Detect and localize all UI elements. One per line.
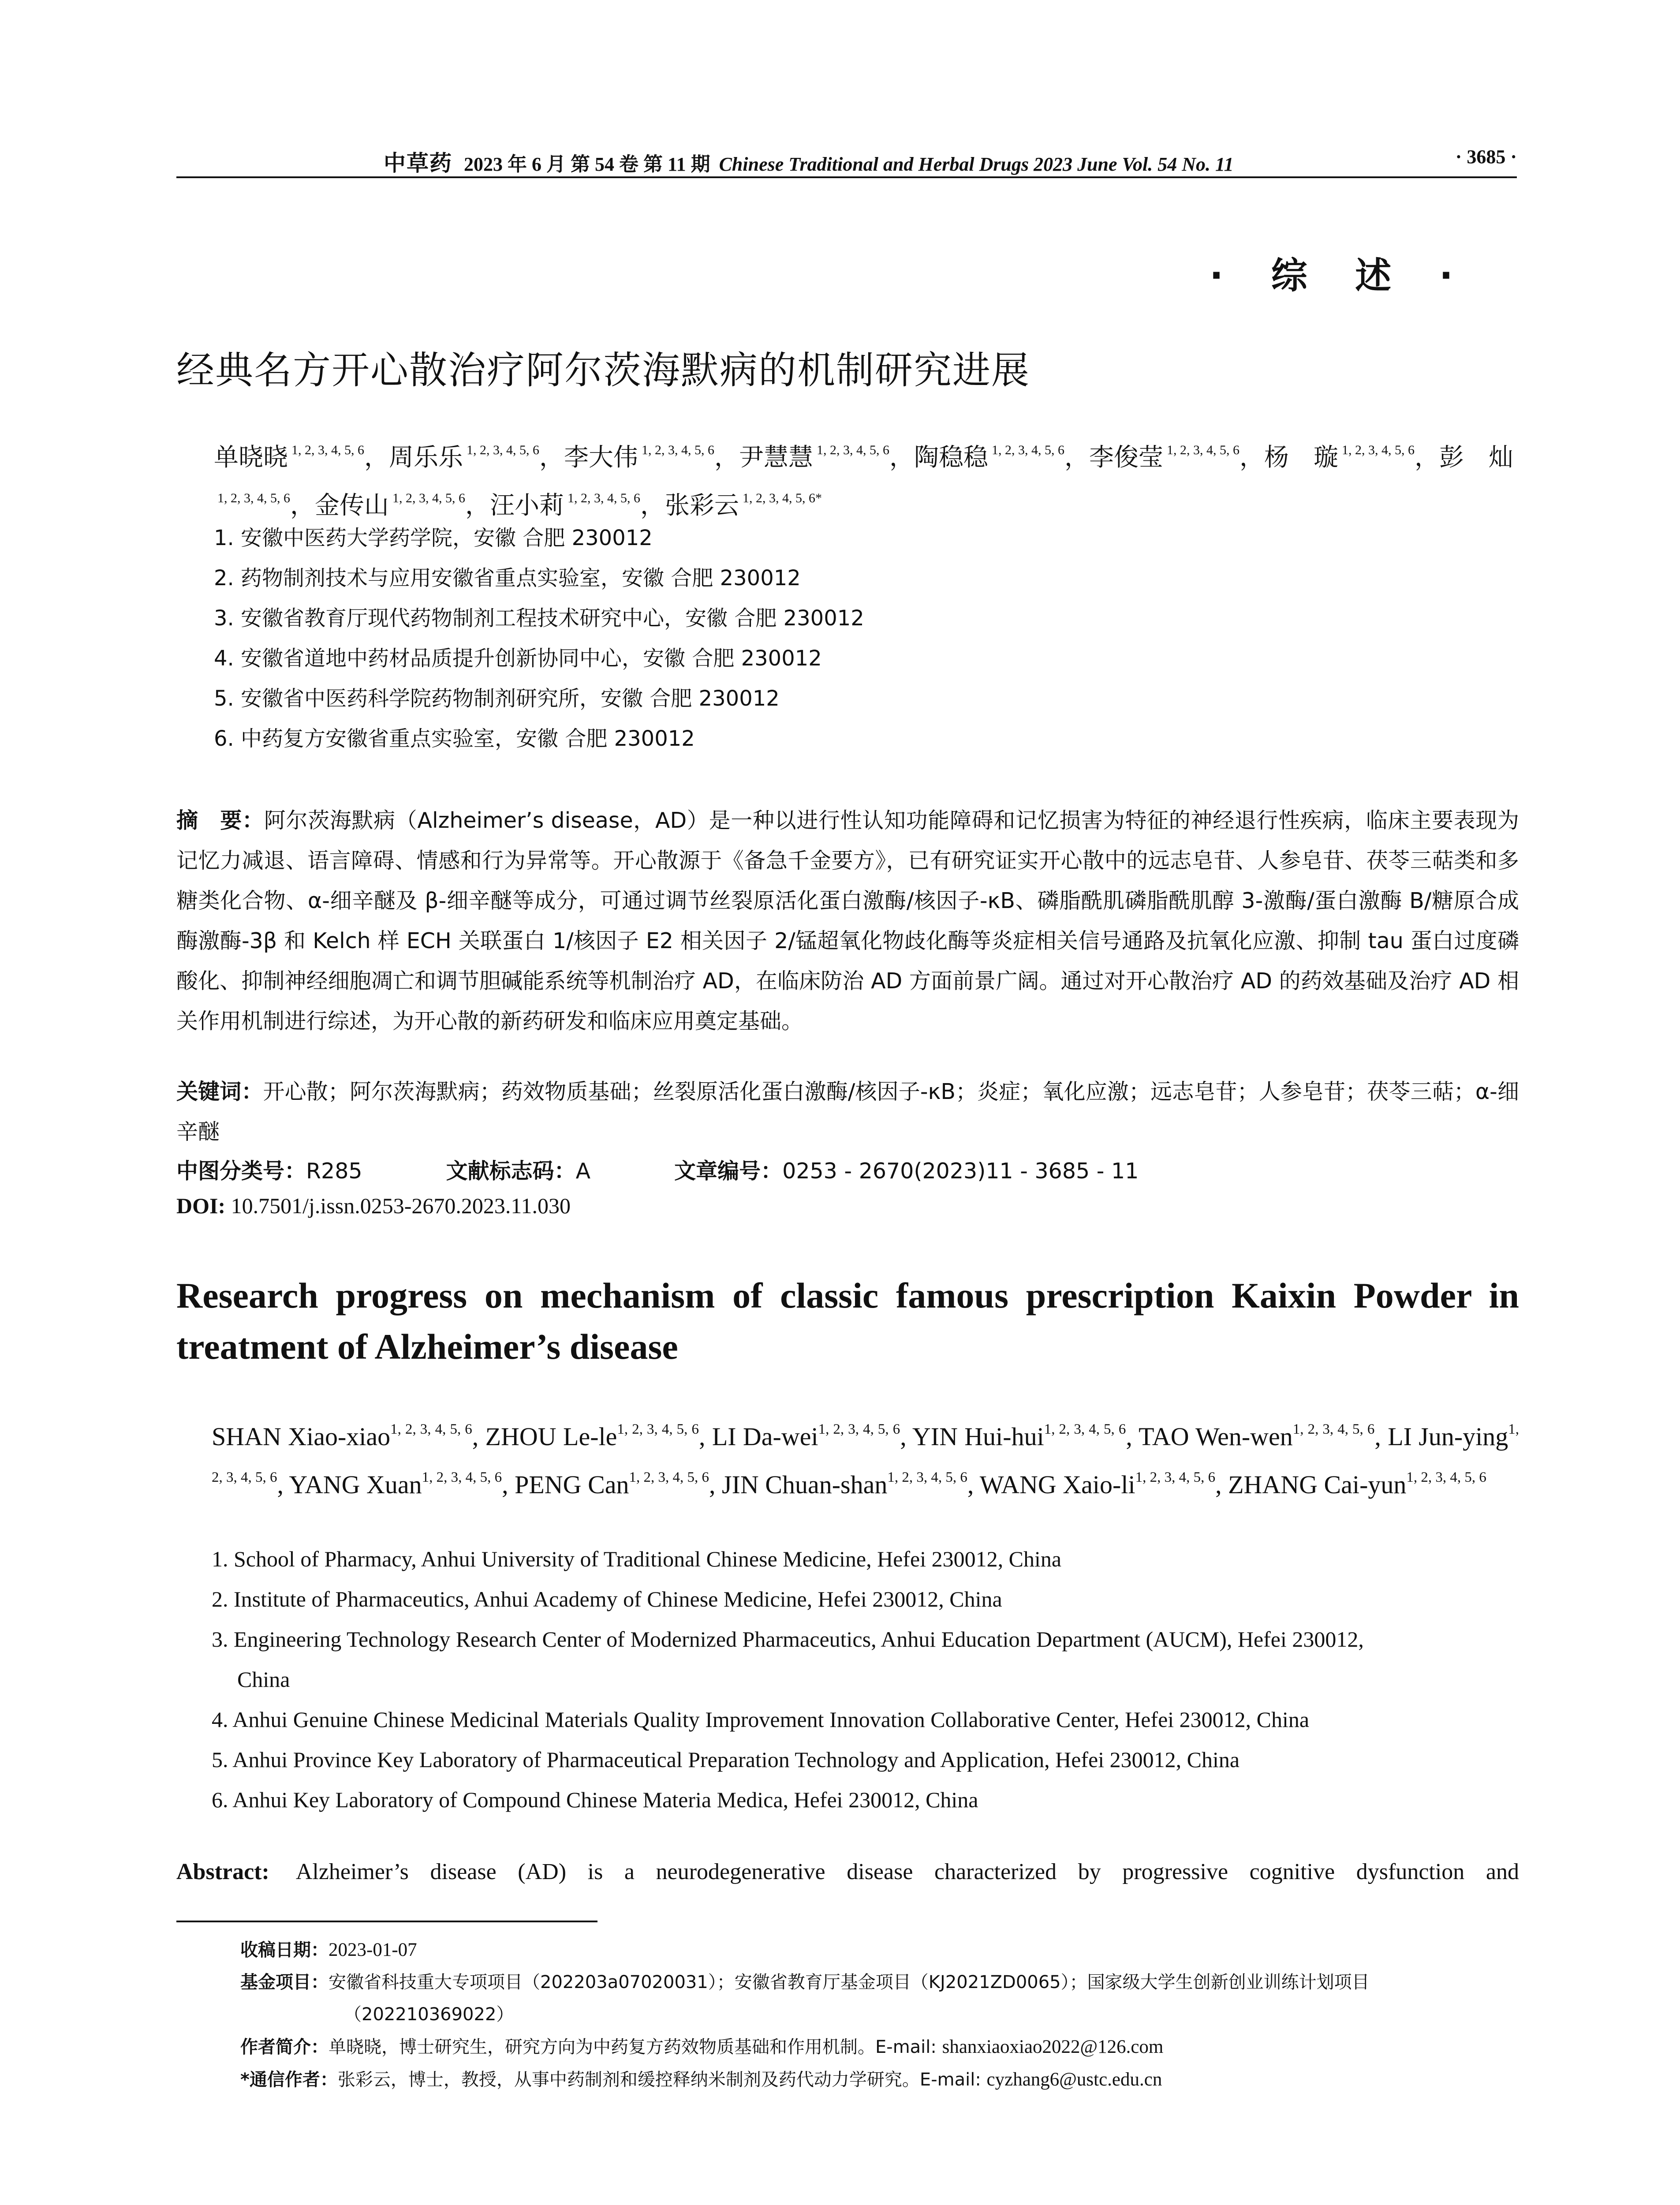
affiliation-cn-5: 5. 安徽省中医药科学院药物制剂研究所，安徽 合肥 230012	[214, 686, 780, 711]
author-cn	[564, 443, 714, 472]
author-affiliation-sup: 1, 2, 3, 4, 5, 6	[1292, 1421, 1375, 1437]
author-en	[212, 1422, 472, 1451]
affiliation-cn-6: 6. 中药复方安徽省重点实验室，安徽 合肥 230012	[214, 726, 695, 751]
author-name: LI Da-wei	[712, 1422, 818, 1451]
author-name: JIN Chuan-shan	[722, 1470, 888, 1499]
affiliation-en-5: 5. Anhui Province Key Laboratory of Pharmaceutical Preparation Technology and Application, Hefei 230012, China	[212, 1747, 1240, 1772]
author-affiliation-sup: 1, 2, 3, 4, 5, 6	[390, 1421, 472, 1437]
author-name: 周乐乐	[389, 443, 463, 472]
author-cn	[1264, 443, 1415, 472]
issue-cn: 2023 年 6 月 第 54 卷 第 11 期	[464, 153, 710, 175]
author-name: TAO Wen-wen	[1139, 1422, 1293, 1451]
author-affiliation-sup: 1, 2, 3, 4, 5, 6	[1406, 1469, 1486, 1485]
author-name: 李俊莹	[1089, 443, 1163, 472]
keywords-cn-text: 开心散；阿尔茨海默病；药效物质基础；丝裂原活化蛋白激酶/核因子-κB；炎症；氧化应激；远志皂苷；人参皂苷；茯苓三萜；α-细辛醚	[176, 1079, 1519, 1144]
affiliation-cn-2: 2. 药物制剂技术与应用安徽省重点实验室，安徽 合肥 230012	[214, 566, 801, 590]
author-name: 陶稳稳	[914, 443, 988, 472]
abstract-en-label: Abstract:	[176, 1859, 269, 1884]
author-cn	[1089, 443, 1239, 472]
abstract-cn-text: 阿尔茨海默病（Alzheimer’s disease，AD）是一种以进行性认知功能障碍和记忆损害为特征的神经退行性疾病，临床主要表现为记忆力减退、语言障碍、情感和行为异常等。开心散源于《备急千金要方》，已有研究证实开心散中的远志皂苷、人参皂苷、茯苓三萜类和多糖类化合物、α-细辛醚及 β-细辛醚等成分，可通过调节丝裂原活化蛋白激酶/核因子-κB、磷脂酰肌磷脂酰肌醇 3-激酶/蛋白激酶 B/糖原合成酶激酶-3β 和 Kelch 样 ECH 关联蛋白 1/核因子 E2 相关因子 2/锰超氧化物歧化酶等炎症相关信号通路及抗氧化应激、抑制 tau 蛋白过度磷酸化、抑制神经细胞凋亡和调节胆碱能系统等机制治疗 AD，在临床防治 AD 方面前景广阔。通过对开心散治疗 AD 的药效基础及治疗 AD 相关作用机制进行综述，为开心散的新药研发和临床应用奠定基础。	[176, 808, 1519, 1034]
abstract-en	[176, 1859, 1519, 1885]
corresponding-email[interactable]: cyzhang6@ustc.edu.cn	[986, 2069, 1162, 2090]
corresponding-label: *通信作者：	[240, 2070, 338, 2090]
affiliation-cn-3: 3. 安徽省教育厅现代药物制剂工程技术研究中心，安徽 合肥 230012	[214, 606, 864, 631]
abstract-cn-label: 摘 要：	[176, 808, 264, 833]
author-name: PENG Can	[515, 1470, 629, 1499]
issue-en: Chinese Traditional and Herbal Drugs 2023 June Vol. 54 No. 11	[719, 153, 1234, 175]
running-header-issue	[384, 146, 1234, 177]
keywords-cn	[176, 1072, 1519, 1152]
affiliation-cn-1: 1. 安徽中医药大学药学院，安徽 合肥 230012	[214, 526, 653, 550]
author-affiliation-sup: 1, 2, 3, 4, 5, 6	[291, 443, 364, 457]
article-no-value: 0253 - 2670(2023)11 - 3685 - 11	[782, 1159, 1139, 1184]
author-name: 李大伟	[564, 443, 638, 472]
classification-line	[176, 1154, 1139, 1185]
author-en	[980, 1470, 1215, 1499]
author-cn	[315, 491, 465, 520]
author-en	[1228, 1470, 1486, 1499]
authors-cn: 单晓晓 $^{1, 2, 3, 4, 5, 6}$，周乐乐 $^{1, 2, 3, 4, 5, 6}$，李大伟 $^{1, 2, 3, 4, 5, 6}$，尹慧慧 $^{1, 2, 3, 4, 5, 6}$，陶稳稳 $^{1, 2, 3, 4, 5, 6}$，李俊莹 $^{1, 2, 3, 4, 5, 6}$，杨 璇 $^{1, 2, 3, 4, 5, 6}$，彭 灿$^{1, 2, 3, 4, 5, 6}$，金传山 $^{1, 2, 3, 4, 5, 6}$，汪小莉 $^{1, 2, 3, 4, 5, 6}$，张彩云 $^{1, 2, 3, 4, 5, 6*}$	[214, 443, 1513, 520]
doc-code-value: A	[575, 1159, 591, 1184]
affiliation-en-4: 4. Anhui Genuine Chinese Medicinal Materials Quality Improvement Innovation Collaborative Center, Hefei 230012, China	[212, 1707, 1310, 1732]
received-date: 2023-01-07	[329, 1940, 417, 1960]
footnotes	[240, 1934, 1519, 2096]
authors-en: SHAN Xiao-xiao$^{1, 2, 3, 4, 5, 6}$, ZHOU Le-le$^{1, 2, 3, 4, 5, 6}$, LI Da-wei$^{1, 2, 3, 4, 5, 6}$, YIN Hui-hui$^{1, 2, 3, 4, 5, 6}$, TAO Wen-wen$^{1, 2, 3, 4, 5, 6}$, LI Jun-ying$^{1, 2, 3, 4, 5, 6}$, YANG Xuan$^{1, 2, 3, 4, 5, 6}$, PENG Can$^{1, 2, 3, 4, 5, 6}$, JIN Chuan-shan$^{1, 2, 3, 4, 5, 6}$, WANG Xaio-li$^{1, 2, 3, 4, 5, 6}$, ZHANG Cai-yun$^{1, 2, 3, 4, 5, 6}$	[212, 1421, 1519, 1499]
keywords-cn-label: 关键词：	[176, 1079, 263, 1104]
author-name: 金传山	[315, 491, 389, 520]
affiliation-en-3-cont: China	[237, 1667, 290, 1692]
author-cn	[739, 443, 889, 472]
header-rule	[176, 176, 1517, 178]
doc-code-label: 文献标志码：	[446, 1159, 576, 1184]
abstract-en-text: Alzheimer’s disease (AD) is a neurodegenerative disease characterized by progressive cognitive dysfunction and	[295, 1859, 1519, 1884]
author-affiliation-sup: 1, 2, 3, 4, 5, 6	[817, 443, 889, 457]
author-affiliation-sup: 1, 2, 3, 4, 5, 6	[992, 443, 1064, 457]
author-name: YANG Xuan	[289, 1470, 422, 1499]
author-en	[485, 1422, 699, 1451]
author-affiliation-sup: 1, 2, 3, 4, 5, 6	[212, 1421, 1519, 1485]
clc-value: R285	[306, 1159, 362, 1184]
author-affiliation-sup: 1, 2, 3, 4, 5, 6	[642, 443, 714, 457]
doi-value[interactable]: 10.7501/j.issn.0253-2670.2023.11.030	[231, 1193, 571, 1218]
author-en	[722, 1470, 967, 1499]
author-en	[515, 1470, 709, 1499]
author-name: ZHANG Cai-yun	[1228, 1470, 1407, 1499]
author-name: 尹慧慧	[739, 443, 813, 472]
received-label: 收稿日期：	[240, 1940, 329, 1960]
author-name: YIN Hui-hui	[912, 1422, 1044, 1451]
author-name: 张彩云	[665, 491, 739, 520]
author-name: SHAN Xiao-xiao	[212, 1422, 391, 1451]
author-email[interactable]: shanxiaoxiao2022@126.com	[942, 2037, 1164, 2057]
author-bio-text: 单晓晓，博士研究生，研究方向为中药复方药效物质基础和作用机制。E-mail:	[329, 2037, 942, 2057]
journal-logo: 中草药	[384, 150, 452, 176]
author-en	[1139, 1422, 1374, 1451]
author-affiliation-sup: 1, 2, 3, 4, 5, 6*	[743, 491, 822, 505]
fund-text-1: 安徽省科技重大专项项目（202203a07020031）；安徽省教育厅基金项目（KJ2021ZD0065）；国家级大学生创新创业训练计划项目	[329, 1972, 1370, 1992]
footnote-rule	[176, 1921, 597, 1922]
author-name: 单晓晓	[214, 443, 288, 472]
author-affiliation-sup: 1, 2, 3, 4, 5, 6	[617, 1421, 699, 1437]
author-affiliation-sup: 1, 2, 3, 4, 5, 6	[392, 491, 465, 505]
author-en	[289, 1470, 502, 1499]
author-name: ZHOU Le-le	[485, 1422, 617, 1451]
doi-label: DOI:	[176, 1193, 226, 1218]
author-affiliation-sup: 1, 2, 3, 4, 5, 6	[217, 491, 290, 505]
author-en	[912, 1422, 1126, 1451]
author-cn	[914, 443, 1064, 472]
title-cn: 经典名方开心散治疗阿尔茨海默病的机制研究进展	[176, 348, 1030, 392]
affiliation-en-6: 6. Anhui Key Laboratory of Compound Chinese Materia Medica, Hefei 230012, China	[212, 1787, 978, 1812]
affiliation-en-2: 2. Institute of Pharmaceutics, Anhui Academy of Chinese Medicine, Hefei 230012, China	[212, 1587, 1002, 1611]
footnote-fund	[240, 1966, 1519, 1999]
author-name: LI Jun-ying	[1388, 1422, 1508, 1451]
author-affiliation-sup: 1, 2, 3, 4, 5, 6	[467, 443, 539, 457]
page-number: · 3685 ·	[1455, 146, 1517, 168]
author-en	[712, 1422, 900, 1451]
footnote-received	[240, 1934, 1519, 1966]
abstract-cn	[176, 800, 1519, 1041]
clc-label: 中图分类号：	[176, 1159, 306, 1184]
affiliations-en	[212, 1539, 1519, 1820]
author-affiliation-sup: 1, 2, 3, 4, 5, 6	[1135, 1469, 1216, 1485]
section-label: · 综 述 ·	[1210, 255, 1471, 297]
author-affiliation-sup: 1, 2, 3, 4, 5, 6	[629, 1469, 709, 1485]
affiliation-cn-4: 4. 安徽省道地中药材品质提升创新协同中心，安徽 合肥 230012	[214, 646, 822, 671]
running-header	[176, 146, 1517, 176]
affiliation-en-3: 3. Engineering Technology Research Center of Modernized Pharmaceutics, Anhui Education Department (AUCM), Hefei 230012,	[212, 1627, 1364, 1652]
author-cn	[214, 443, 364, 472]
author-cn	[490, 491, 640, 520]
author-affiliation-sup: 1, 2, 3, 4, 5, 6	[422, 1469, 502, 1485]
author-affiliation-sup: 1, 2, 3, 4, 5, 6	[818, 1421, 900, 1437]
author-cn	[665, 491, 822, 520]
article-no-label: 文章编号：	[674, 1159, 783, 1184]
author-affiliation-sup: 1, 2, 3, 4, 5, 6	[1342, 443, 1415, 457]
doi-line	[176, 1193, 571, 1218]
author-affiliation-sup: 1, 2, 3, 4, 5, 6	[887, 1469, 967, 1485]
author-name: WANG Xaio-li	[979, 1470, 1135, 1499]
author-name: 汪小莉	[490, 491, 564, 520]
author-affiliation-sup: 1, 2, 3, 4, 5, 6	[1167, 443, 1239, 457]
affiliations-cn	[214, 518, 1493, 759]
title-en: Research progress on mechanism of classic famous prescription Kaixin Powder in treatment of Alzheimer’s disease	[176, 1275, 1519, 1367]
fund-label: 基金项目：	[240, 1972, 329, 1992]
author-name: 彭 灿	[1439, 443, 1513, 472]
affiliation-en-1: 1. School of Pharmacy, Anhui University of Traditional Chinese Medicine, Hefei 230012, China	[212, 1547, 1062, 1571]
author-name: 杨 璇	[1264, 443, 1338, 472]
author-bio-label: 作者简介：	[240, 2037, 329, 2057]
footnote-author	[240, 2031, 1519, 2063]
author-affiliation-sup: 1, 2, 3, 4, 5, 6	[567, 491, 640, 505]
footnote-corresponding	[240, 2063, 1519, 2096]
footnote-fund-cont: （202210369022）	[344, 2004, 514, 2025]
corresponding-text: 张彩云，博士，教授，从事中药制剂和缓控释纳米制剂及药代动力学研究。E-mail:	[337, 2070, 987, 2090]
author-affiliation-sup: 1, 2, 3, 4, 5, 6	[1044, 1421, 1126, 1437]
author-cn	[389, 443, 539, 472]
